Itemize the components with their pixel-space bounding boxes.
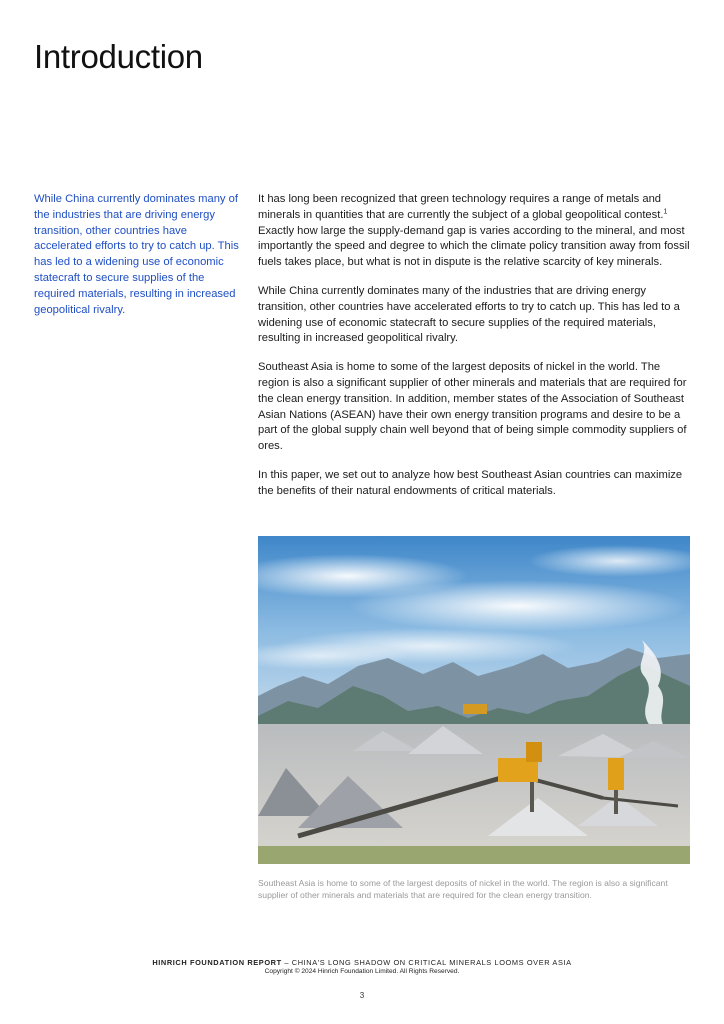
body-paragraph-1 <box>258 192 690 271</box>
footer-separator: – <box>281 958 292 967</box>
page-title: Introduction <box>34 38 203 75</box>
figure-caption: Southeast Asia is home to some of the largest deposits of nickel in the world. The region is also a significant supplier of other minerals and materials that are required for the clean energy transition. <box>258 878 668 900</box>
footer-copyright: Copyright © 2024 Hinrich Foundation Limited. All Rights Reserved. <box>264 968 460 975</box>
footer-org: HINRICH FOUNDATION REPORT <box>152 958 282 967</box>
body-paragraph-1-start: It has long been recognized that green technology requires a range of metals and minerals in quantities that are currently the subject of a global geopolitical contest. <box>258 193 664 221</box>
body-paragraph-4: In this paper, we set out to analyze how best Southeast Asian countries can maximize the benefits of their natural endowments of critical materials. <box>258 468 683 497</box>
body-paragraph-3: Southeast Asia is home to some of the largest deposits of nickel in the world. The region is also a significant supplier of other minerals and materials that are required for the clean energy transition. In addition, member states of the Association of Southeast Asian Nations (ASEAN) have their own energy transition programs and desire to be a part of the global supply chain well beyond that of being simple commodity suppliers of ores. <box>258 361 687 453</box>
body-text <box>258 192 690 513</box>
report-footer <box>0 958 724 975</box>
body-paragraph-1-end: Exactly how large the supply-demand gap is varies according to the mineral, and most importantly the speed and degree to which the climate policy transition away from fossil fuels takes place, but what is not in dispute is the relative scarcity of key minerals. <box>258 224 690 269</box>
footer-report-title: CHINA'S LONG SHADOW ON CRITICAL MINERALS LOOMS OVER ASIA <box>291 958 572 967</box>
footnote-ref-1[interactable]: 1 <box>663 208 668 216</box>
body-paragraph-2: While China currently dominates many of the industries that are driving energy transition, other countries have accelerated efforts to try to catch up. This has led to a widening use of economic statecraft to secure supplies of the required materials, resulting in increased geopolitical rivalry. <box>258 284 680 345</box>
pull-quote: While China currently dominates many of the industries that are driving energy transition, other countries have accelerated efforts to try to catch up. This has led to a widening use of economic statecraft to secure supplies of the required materials, resulting in increased geopolitical rivalry. <box>34 193 239 316</box>
page-number: 3 <box>359 991 365 1000</box>
ground <box>258 724 690 864</box>
mining-site-photo <box>258 536 690 864</box>
grass-foreground <box>258 846 690 864</box>
